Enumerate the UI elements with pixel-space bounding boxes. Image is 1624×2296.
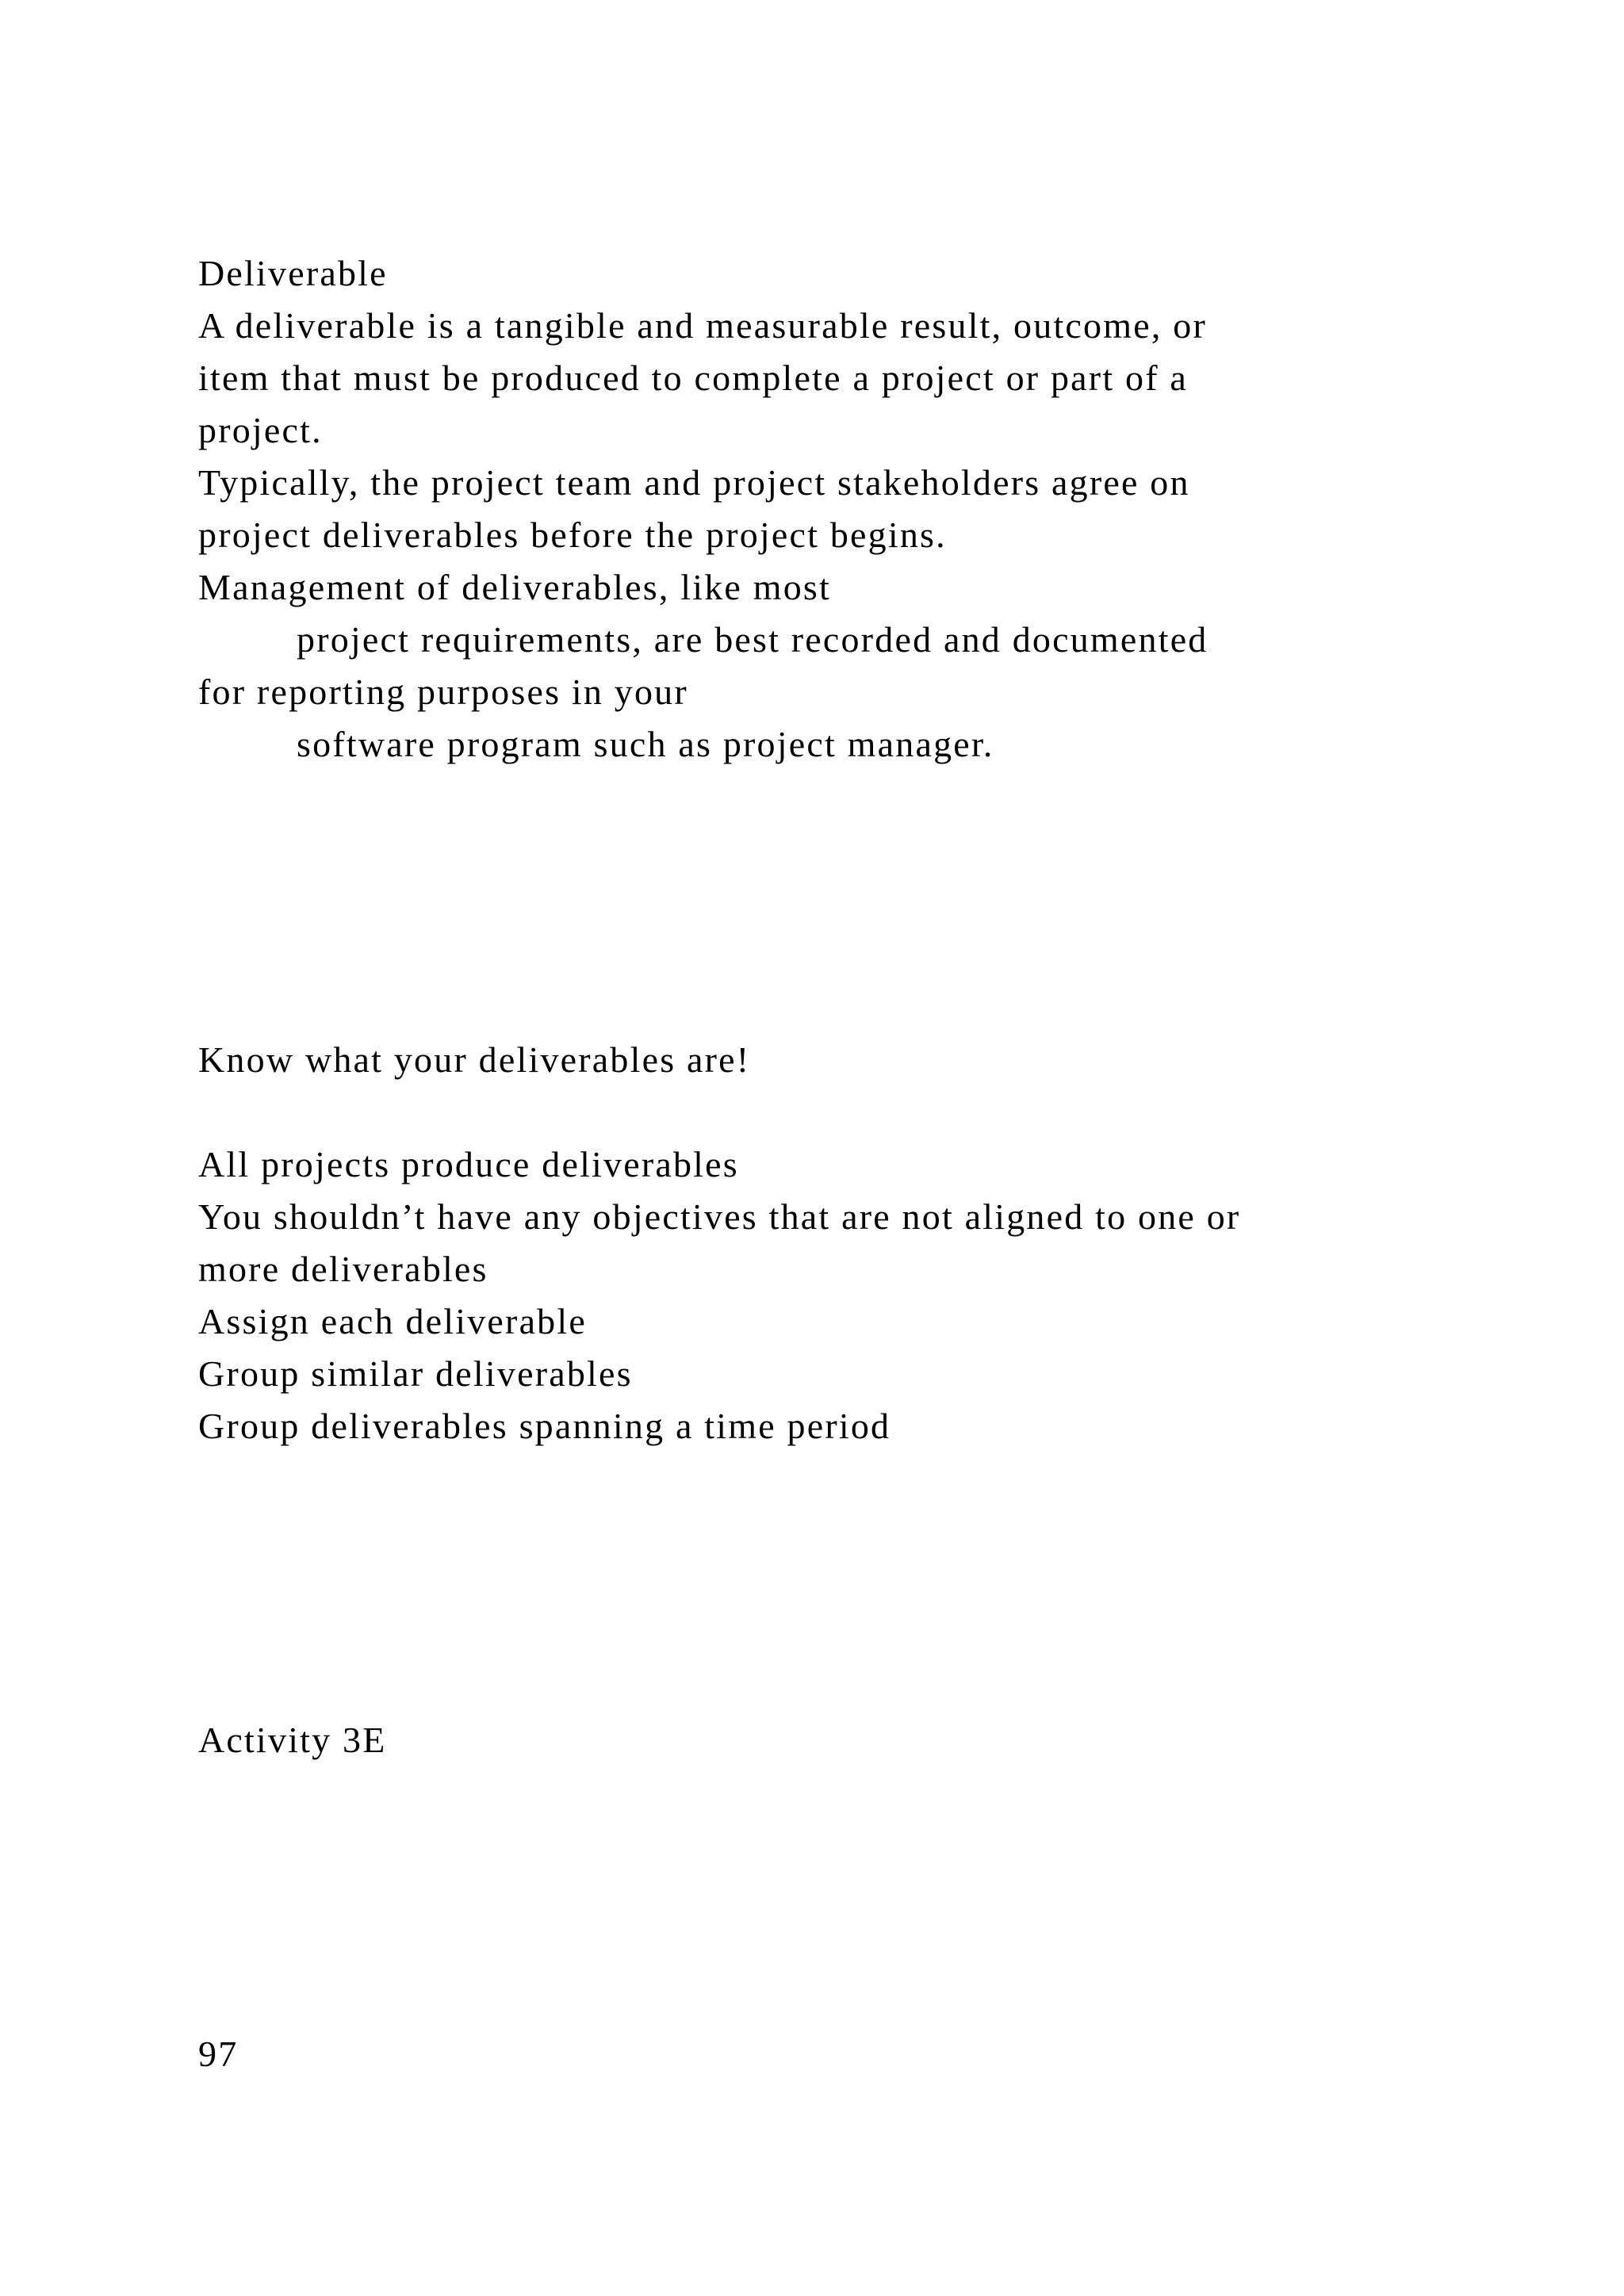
text-line: Management of deliverables, like most xyxy=(198,567,832,607)
list-item: Group deliverables spanning a time period xyxy=(198,1406,891,1446)
text-line: Typically, the project team and project stakeholders agree on xyxy=(198,462,1190,503)
text-line: for reporting purposes in your xyxy=(198,672,688,712)
list-item-continuation: more deliverables xyxy=(198,1249,488,1289)
text-line: item that must be produced to complete a project or part of a xyxy=(198,358,1189,398)
list-item: Group similar deliverables xyxy=(198,1353,633,1394)
text-line: A deliverable is a tangible and measurable result, outcome, or xyxy=(198,305,1207,346)
list-item: Assign each deliverable xyxy=(198,1301,587,1341)
text-line-indented: software program such as project manager. xyxy=(297,724,994,764)
text-line: project deliverables before the project begins. xyxy=(198,515,947,555)
page-number: 97 xyxy=(198,2034,239,2074)
heading-know-deliverables: Know what your deliverables are! xyxy=(198,1039,751,1080)
list-item: You shouldn’t have any objectives that are not aligned to one or xyxy=(198,1196,1241,1237)
heading-deliverable: Deliverable xyxy=(198,253,388,293)
text-line-indented: project requirements, are best recorded and documented xyxy=(297,619,1208,660)
list-item: All projects produce deliverables xyxy=(198,1144,739,1184)
text-line: project. xyxy=(198,410,323,450)
heading-activity: Activity 3E xyxy=(198,1720,387,1760)
